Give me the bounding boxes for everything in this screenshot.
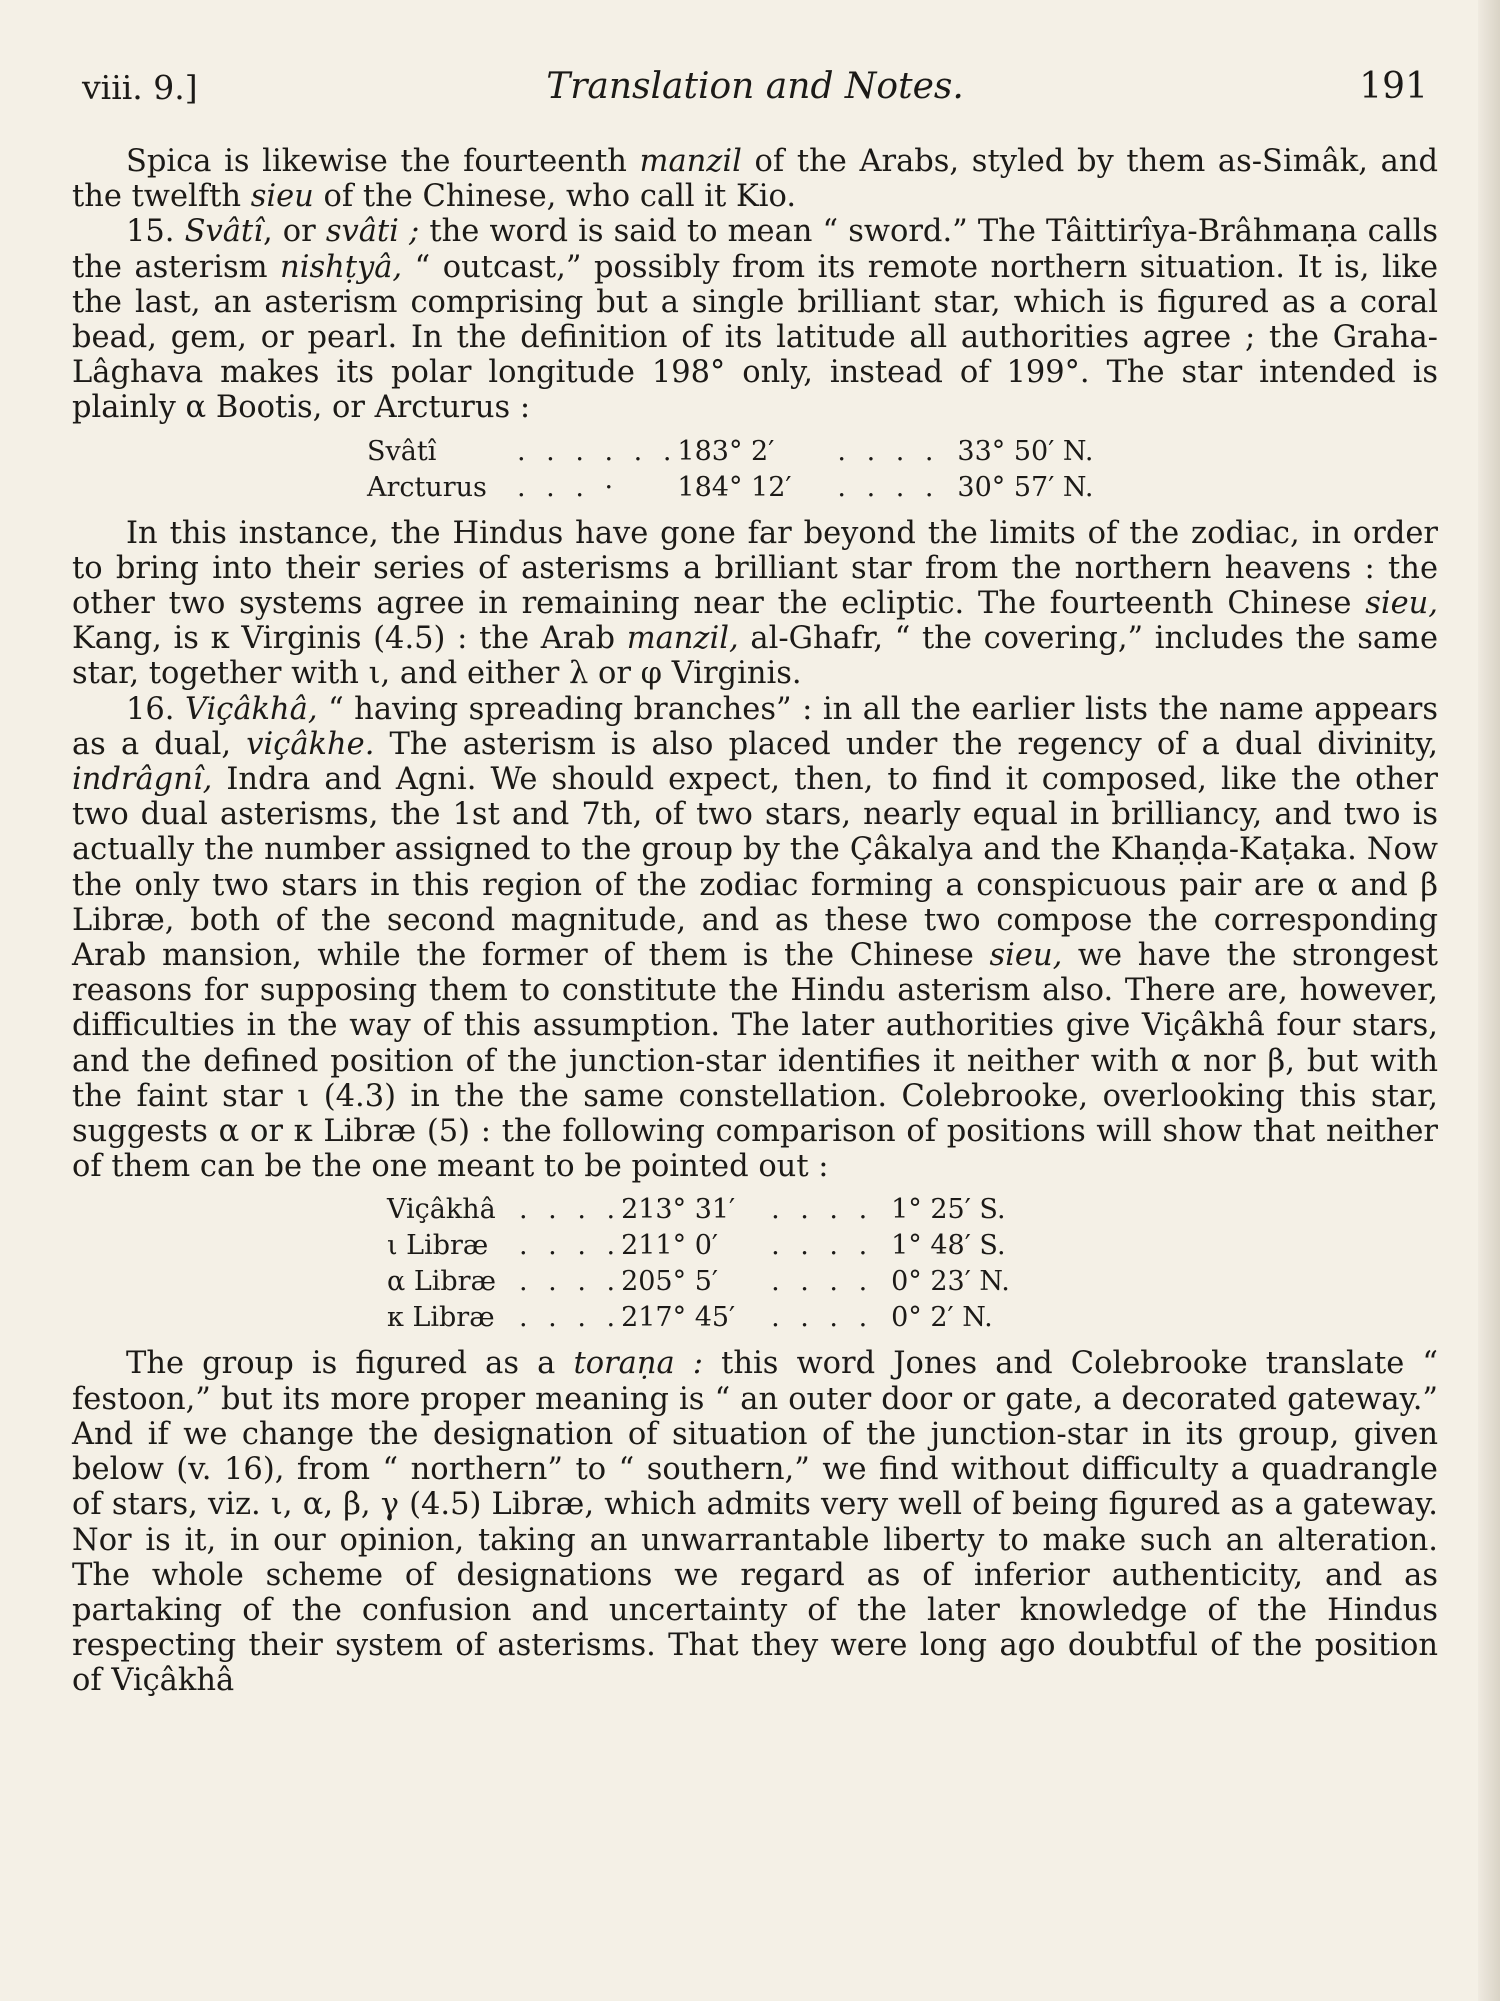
vicakha-position-table (387, 1192, 1010, 1336)
table-row: Svâtî . . . . . . 183° 2′ . . . . 33° 50′ N. (367, 435, 1094, 467)
paragraph-spica: Spica is likewise the fourteenth manzil of the Arabs, styled by them as-Simâk, and the twelfth sieu of the Chinese, who call it Kio. (72, 144, 1438, 215)
table-row: κ Libræ . . . . 217° 45′ . . . . 0° 2′ N. (387, 1302, 993, 1334)
page-number: 191 (1359, 66, 1428, 107)
paragraph-vicakha: 16. Viçâkhâ, “ having spreading branches” : in all the earlier lists the name appears as a dual, viçâkhe. The asterism is also placed under the regency of a dual divinity, indrâgnî, Indra and Agni. We should expect, then, to find it composed, like the other two dual asterisms, the 1st and 7th, of two stars, nearly equal in brilliancy, and two is actually the number assigned to the group by the Çâkalya and the Khaṇḍa-Kaṭaka. Now the only two stars in this region of the zodiac forming a conspicuous pair are α and β Libræ, both of the second magnitude, and as these two compose the corresponding Arab mansion, while the former of them is the Chinese sieu, we have the strongest reasons for supposing them to constitute the Hindu asterism also. There are, however, difficulties in the way of this assumption. The later authorities give Viçâkhâ four stars, and the defined position of the junction-star identifies it neither with α nor β, but with the faint star ι (4.3) in the the same constellation. Colebrooke, overlooking this star, suggests α or κ Libræ (5) : the following comparison of positions will show that neither of them can be the one meant to be pointed out : (72, 691, 1439, 1185)
svati-position-table (367, 434, 1093, 506)
book-page (72, 60, 1438, 1699)
paragraph-torana: The group is figured as a toraṇa : this word Jones and Colebrooke translate “ festoon,” but its more proper meaning is “ an outer door or gate, a decorated gateway.” And if we change the designation of situation of the junction-star in its group, given below (v. 16), from “ northern” to “ southern,” we find without difficulty a quadrangle of stars, viz. ι, α, β, γ (4.5) Libræ, which admits very well of being figured as a gateway. Nor is it, in our opinion, taking an unwarrantable liberty to make such an alteration. The whole scheme of designations we regard as of inferior authenticity, and as partaking of the confusion and uncertainty of the later knowledge of the Hindus respecting their system of asterisms. That they were long ago doubtful of the position of Viçâkhâ (72, 1346, 1439, 1699)
paragraph-instance: In this instance, the Hindus have gone far beyond the limits of the zodiac, in order to bring into their series of asterisms a brilliant star from the northern heavens : the other two systems agree in remaining near the ecliptic. The fourteenth Chinese sieu, Kang, is κ Virginis (4.5) : the Arab manzil, al-Ghafr, “ the covering,” includes the same star, together with ι, and either λ or φ Virginis. (72, 515, 1438, 692)
table-row: α Libræ . . . . 205° 5′ . . . . 0° 23′ N. (387, 1266, 1010, 1298)
section-reference: viii. 9.] (82, 68, 198, 107)
table-row: ι Libræ . . . . 211° 0′ . . . . 1° 48′ S. (387, 1230, 1006, 1262)
table-row: Arcturus . . . · 184° 12′ . . . . 30° 57′ N. (367, 471, 1094, 503)
body-text (72, 144, 1438, 1699)
running-title: Translation and Notes. (546, 66, 964, 107)
table-row: Viçâkhâ . . . . 213° 31′ . . . . 1° 25′ S. (387, 1194, 1006, 1226)
running-header (72, 60, 1438, 120)
page-edge-shadow (1478, 0, 1500, 2001)
paragraph-svati: 15. Svâtî, or svâti ; the word is said to mean “ sword.” The Tâittirîya-Brâhmaṇa calls the asterism nishṭyâ, “ outcast,” possibly from its remote northern situation. It is, like the last, an asterism comprising but a single brilliant star, which is figured as a coral bead, gem, or pearl. In the definition of its latitude all authorities agree ; the Graha-Lâghava makes its polar longitude 198° only, instead of 199°. The star intended is plainly α Bootis, or Arcturus : (72, 214, 1439, 426)
